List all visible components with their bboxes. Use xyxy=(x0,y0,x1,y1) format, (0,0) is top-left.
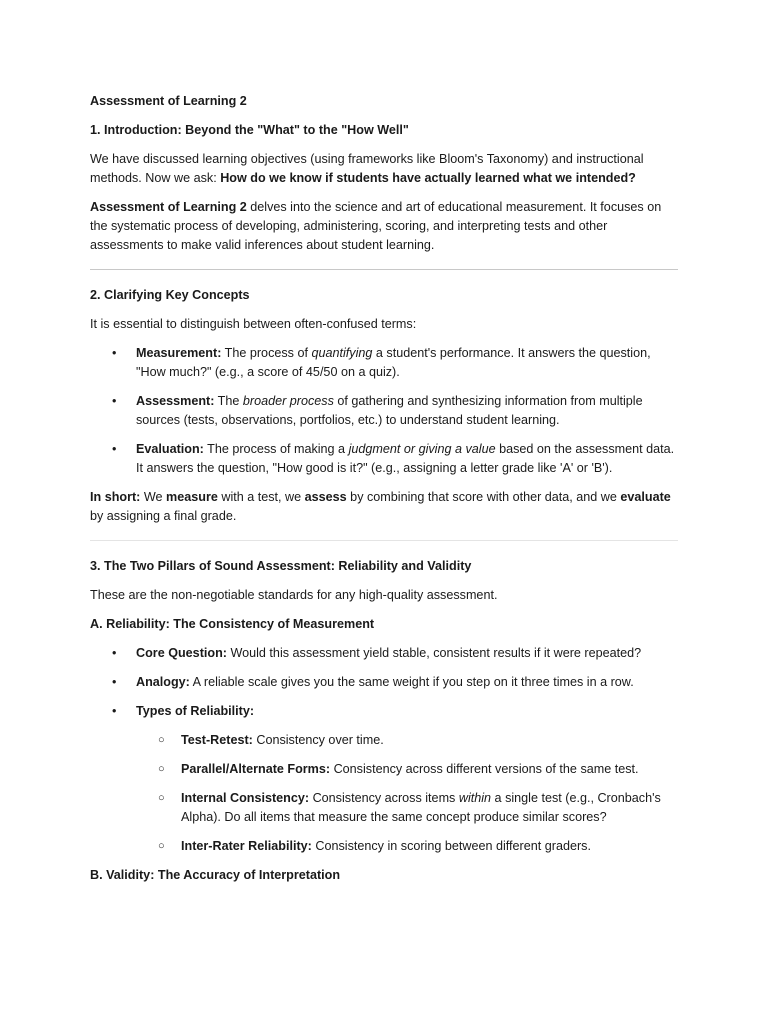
list-item: • Types of Reliability: ○ Test-Retest: Consistency over time. ○ Parallel/Alternate Forms: Consistency across different versions of the same test. ○ Internal Consistency: Consistency across items within a single test (e.g., Cronbach's Alpha). Do all items that measure the same concept produce similar scores? ○ Inter-Rater Reliability: Consistency in scoring between different graders. xyxy=(90,702,678,856)
section-3-intro: These are the non-negotiable standards for any high-quality assessment. xyxy=(90,588,498,602)
bullet-icon: • xyxy=(112,394,117,408)
intro-paragraph-1: We have discussed learning objectives (using frameworks like Bloom's Taxonomy) and instructional methods. Now we ask: How do we know if students have actually learned what we intended? xyxy=(90,152,644,185)
section-divider xyxy=(90,540,678,541)
section-1-title: 1. Introduction: Beyond the "What" to the "How Well" xyxy=(90,123,409,137)
section-2-title: 2. Clarifying Key Concepts xyxy=(90,288,250,302)
list-item: ○ Inter-Rater Reliability: Consistency in scoring between different graders. xyxy=(136,837,678,856)
section-divider xyxy=(90,269,678,270)
list-item: ○ Parallel/Alternate Forms: Consistency across different versions of the same test. xyxy=(136,760,678,779)
list-item: • Analogy: A reliable scale gives you the same weight if you step on it three times in a row. xyxy=(90,673,678,692)
bullet-icon: • xyxy=(112,675,117,689)
bullet-icon: • xyxy=(112,646,117,660)
list-item: • Core Question: Would this assessment yield stable, consistent results if it were repeated? xyxy=(90,644,678,663)
list-item: • Evaluation: The process of making a judgment or giving a value based on the assessment data. It answers the question, "How good is it?" (e.g., assigning a letter grade like 'A' or 'B'). xyxy=(112,442,675,475)
summary-paragraph: In short: We measure with a test, we assess by combining that score with other data, and we evaluate by assigning a final grade. xyxy=(90,490,671,523)
circle-bullet-icon: ○ xyxy=(158,840,165,852)
bullet-icon: • xyxy=(112,442,117,456)
section-2-intro: It is essential to distinguish between often-confused terms: xyxy=(90,317,417,331)
key-concepts-list xyxy=(90,344,678,478)
subsection-b-title: B. Validity: The Accuracy of Interpretation xyxy=(90,868,341,882)
circle-bullet-icon: ○ xyxy=(158,792,165,804)
circle-bullet-icon: ○ xyxy=(158,734,165,746)
list-item: • Assessment: The broader process of gathering and synthesizing information from multiple sources (tests, observations, portfolios, etc.) to understand student learning. xyxy=(112,394,643,427)
document-title: Assessment of Learning 2 xyxy=(90,94,247,108)
reliability-list xyxy=(90,644,678,856)
intro-paragraph-2: Assessment of Learning 2 delves into the science and art of educational measurement. It focuses on the systematic process of developing, administering, scoring, and interpreting tests and other assessments to make valid inferences about student learning. xyxy=(90,200,662,252)
list-item: ○ Test-Retest: Consistency over time. xyxy=(136,731,678,750)
circle-bullet-icon: ○ xyxy=(158,763,165,775)
subsection-a-title: A. Reliability: The Consistency of Measurement xyxy=(90,617,375,631)
list-item: ○ Internal Consistency: Consistency across items within a single test (e.g., Cronbach's Alpha). Do all items that measure the same concept produce similar scores? xyxy=(158,791,661,824)
bullet-icon: • xyxy=(112,704,117,718)
list-item: • Measurement: The process of quantifying a student's performance. It answers the question, "How much?" (e.g., a score of 45/50 on a quiz). xyxy=(112,346,651,379)
bullet-icon: • xyxy=(112,346,117,360)
key-question: How do we know if students have actually learned what we intended? xyxy=(220,171,636,185)
reliability-types-list xyxy=(136,731,678,856)
section-3-title: 3. The Two Pillars of Sound Assessment: Reliability and Validity xyxy=(90,559,472,573)
